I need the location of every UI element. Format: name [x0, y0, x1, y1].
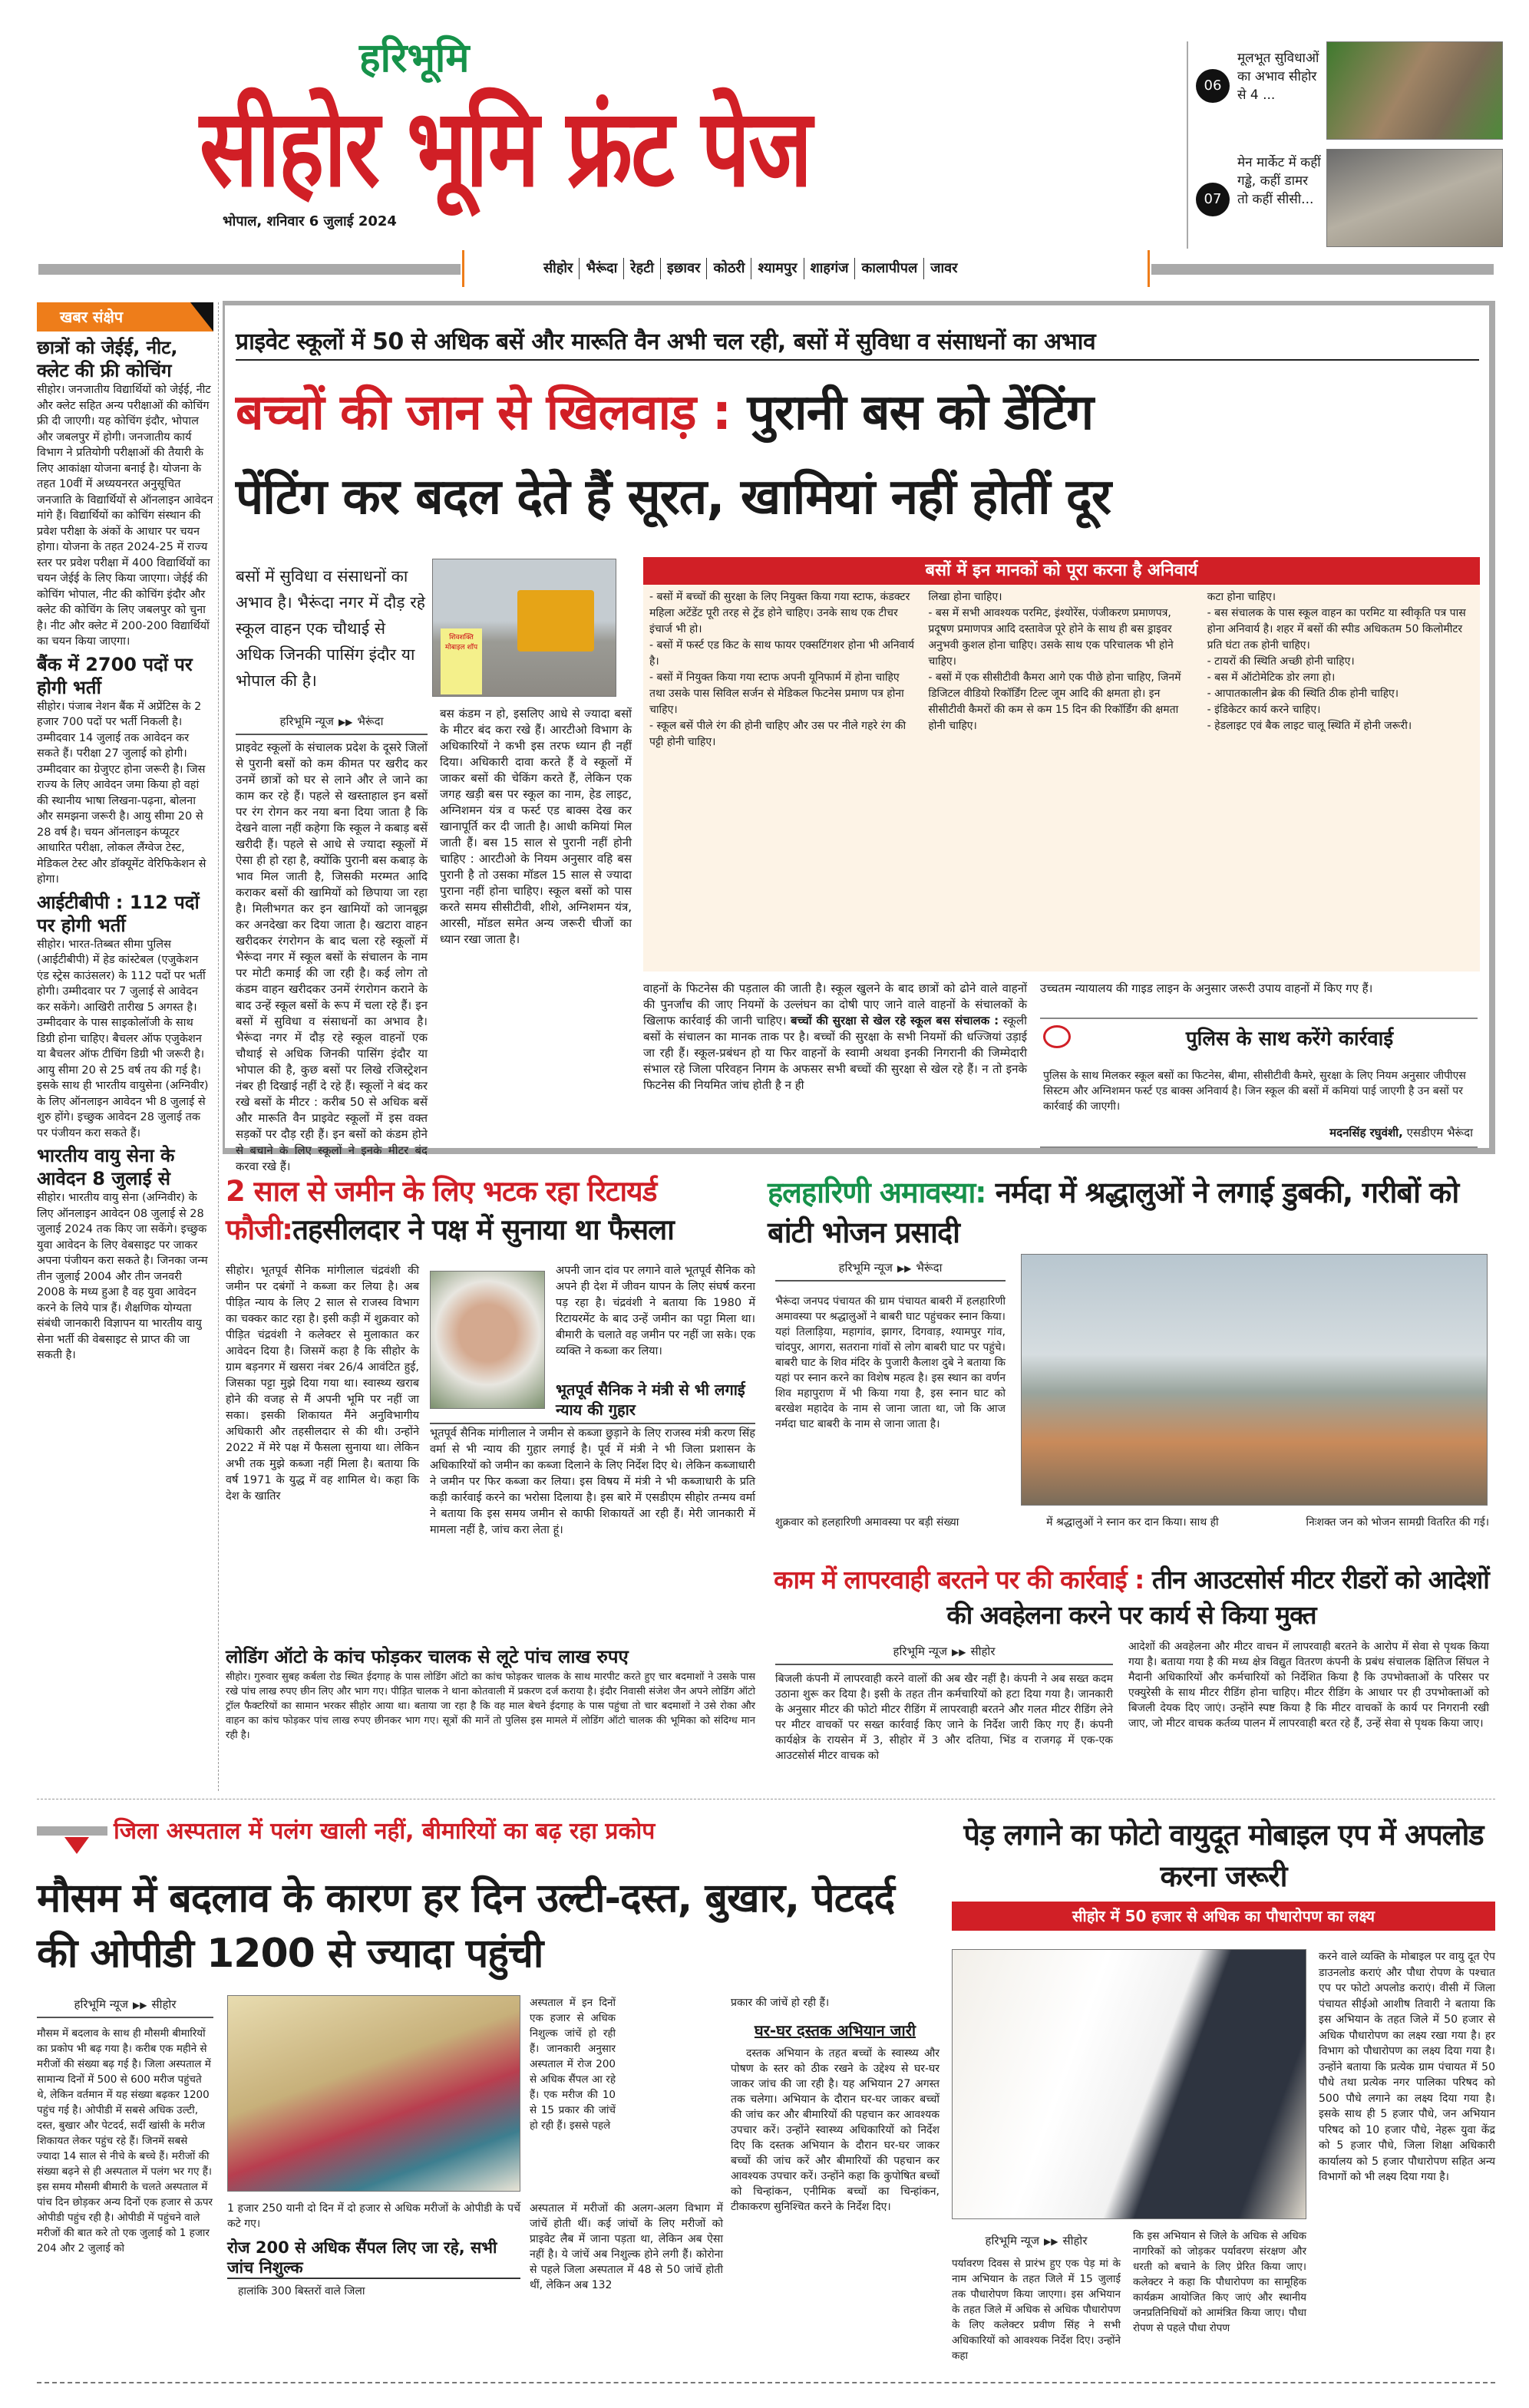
tree-photo-vc-meeting: [952, 1949, 1306, 2219]
hospital-col3-narrow: अस्पताल में इन दिनों एक हजार से अधिक निशुल्क जांचें हो रही हैं। जानकारी अनुसार अस्पताल में रोज 200 से अधिक सैंपल आ रहे हैं। एक मरीज की 10 से 15 प्रकार की जांचें हो रही हैं। इससे पहले: [530, 1997, 616, 2132]
brand-logo: हरिभूमि: [359, 35, 470, 81]
nav-item-kalapipal[interactable]: कालापीपल: [855, 258, 924, 279]
amavasya-byline: हरिभूमि न्यूज ▶▶ भैरूंदा: [775, 1255, 1006, 1288]
lead-headline-line1: बच्चों की जान से खिलवाड़ : पुरानी बस को डेंटिंग: [236, 384, 1094, 441]
hospital-photo-ward: [227, 1995, 520, 2192]
tree-right-col: करने वाले व्यक्ति के मोबाइल पर वायु दूत ऐप डाउनलोड कराएं और पौधा रोपण के पश्चात एप पर फोटो अपलोड कराएं। वीसी में जिला पंचायत सीईओ आशीष तिवारी ने बताया कि इस अभियान के तहत जिले में 50 हजार से अधिक पौधारोपण का लक्ष्य रखा गया है। हर विभाग को पौधारोपण का लक्ष्य दिया गया है। उन्होंने बताया कि प्रत्येक ग्राम पंचायत में 50 पौधे तथा प्रत्येक नगर पालिका परिषद को 500 पौधे लगाने का लक्ष्य दिया गया है। इसके साथ ही 5 हजार पौधे, जन अभियान परिषद को 10 हजार पौधे, नेहरू युवा केंद्र को 5 हजार पौधे, जिला शिक्षा अधिकारी कार्यालय को 5 हजार पौधारोपण सहित अन्य विभागों को भी लक्ष्य दिया गया है।: [1319, 1951, 1495, 2183]
hospital-subhead: रोज 200 से अधिक सैंपल लिए जा रहे, सभी जांच निशुल्क: [227, 2238, 520, 2279]
tree-headline: पेड़ लगाने का फोटो वायुदूत मोबाइल एप में अपलोड करना जरूरी: [963, 1818, 1484, 1893]
quote-text: पुलिस के साथ मिलकर स्कूल बसों का फिटनेस, बीमा, सीसीटीवी कैमरे, सुरक्षा के लिए नियम अनुसार जीपीएस सिस्टम और अग्निशमन फर्स्ट एड बाक्स अनिवार्य है। जिन स्कूल की बसों में कमियां पाई जाएगी है उन बसों पर कार्रवाई की जाएगी।: [1043, 1070, 1466, 1113]
nav-item-rehti[interactable]: रेहटी: [624, 258, 661, 279]
nav-item-bhairunda[interactable]: भैरूंदा: [580, 258, 624, 279]
standards-col3: कटा होना चाहिए। - बस संचालक के पास स्कूल वाहन का परमिट या स्वीकृति पत्र पास होना अनिवार्य है। शहर में बसों की स्पीड अधिकतम 50 किलोमीटर प्रति घंटा तक होनी चाहिए। - टायरों की स्थिति अच्छी होनी चाहिए। - बस में ऑटोमेटिक डोर लगा हो। - आपातकालीन ब्रेक की स्थिति ठीक होनी चाहिए। - इंडिकेटर कार्य करने चाहिए। - हेडलाइट एवं बैक लाइट चालू स्थिति में होनी जरूरी।: [1207, 591, 1466, 732]
lead-right-top: उच्चतम न्यायालय की गाइड लाइन के अनुसार जरूरी उपाय वाहनों में किए गए हैं।: [1040, 981, 1373, 995]
amavasya-headline: हलहारिणी अमावस्या: नर्मदा में श्रद्धालुओं ने लगाई डुबकी, गरीबों को बांटी भोजन प्रसादी: [768, 1176, 1459, 1249]
amavasya-caption: शुक्रवार को हलहारिणी अमावस्या पर बड़ी संख्या में श्रद्धालुओं ने स्नान कर दान किया। साथ ही निःशक्त जन को भोजन सामग्री वितरित की गई।: [775, 1516, 1489, 1529]
teaser-2[interactable]: [1196, 149, 1503, 249]
standards-col1: - बसों में बच्चों की सुरक्षा के लिए नियुक्त किया गया स्टाफ, कंडक्टर महिला अटेंडेंट पूरी तरह से ट्रेंड होने चाहिए। उनके साथ एक टीचर इंचार्ज भी हो। - बसों में फर्स्ट एड किट के साथ फायर एक्सटिंगशर होना भी अनिवार्य है। - बसों में नियुक्त किया गया स्टाफ अपनी यूनिफार्म में होना चाहिए तथा उसके पास सिविल सर्जन से मेडिकल फिटनेस प्रमाण पत्र होना चाहिए। - स्कूल बसें पीले रंग की होनी चाहिए और उस पर नीले गहरे रंग की पट्टी होनी चाहिए।: [649, 591, 915, 748]
lead-story: [223, 301, 1495, 1173]
hospital-col4: प्रकार की जांचें हो रही हैं। घर-घर दस्तक अभियान जारी दस्तक अभियान के तहत बच्चों के स्वास्थ्य और पोषण के स्तर को ठीक रखने के उद्देश्य से घर-घर जाकर जांच की जा रही है। यह अभियान 27 अगस्त तक चलेगा। अभियान के दौरान घर-घर जाकर बच्चों की जांच कर और बीमारियों की पहचान कर आवश्यक उपचार करें। उन्होंने स्वास्थ्य अधिकारियों को निर्देश दिए कि दस्तक अभियान के दौरान घर-घर जाकर बच्चों की जांच करें और बीमारियों की पहचान कर आवश्यक उपचार करें। उन्होंने कहा कि कुपोषित बच्चों को चिन्हांकन, एनीमिक बच्चों का चिन्हांकन, टीकाकरण सुनिश्चित करने के निर्देश दिए।: [731, 1997, 940, 2213]
soldier-col1: सीहोर। भूतपूर्व सैनिक मांगीलाल चंद्रवंशी की जमीन पर दबंगों ने कब्जा कर लिया है। अब पीड़ित न्याय के लिए 2 साल से राजस्व विभाग का चक्कर काट रहा है। इसी कड़ी में शुक्रवार को पीड़ित चंद्रवंशी ने कलेक्टर से मुलाकात कर आवेदन दिया है। जिसमें कहा है कि सीहोर के ग्राम बड़नगर में खसरा नंबर 26/4 आवंटित हुई, जिसका पट्टा मुझे दिया गया था। स्वास्थ्य खराब होने की वजह से मैं अपनी भूमि पर नहीं जा सका। इसकी शिकायत मैंने अनुविभागीय अधिकारी और तहसीलदार से की थी। उन्होंने 2022 में मेरे पक्ष में फैसला सुनाया था। लेकिन अभी तक मुझे कब्जा नहीं मिला है। बताया कि वर्ष 1971 के युद्ध में वह शामिल थे। कहा कि देश के खातिर: [226, 1265, 419, 1503]
soldier-subhead: भूतपूर्व सैनिक ने मंत्री से भी लगाई न्याय की गुहार: [556, 1380, 745, 1419]
meter-byline: हरिभूमि न्यूज ▶▶ सीहोर: [775, 1639, 1113, 1671]
tree-bottom-left: पर्यावरण दिवस से प्रारंभ हुए एक पेड़ मां के नाम अभियान के तहत जिले में 15 जुलाई तक पौधारोपण किया जाएगा। इस अभियान के तहत जिले में अधिक से अधिक पौधारोपण के लिए कलेक्टर प्रवीण सिंह ने सभी अधिकारियों को आवश्यक निर्देश दिए। उन्होंने कहा: [952, 2258, 1121, 2362]
double-arrow-icon: ▶▶: [338, 717, 353, 727]
hospital-story: [37, 1811, 940, 2379]
double-arrow-icon: ▶▶: [951, 1647, 966, 1658]
brief-item[interactable]: [37, 336, 213, 650]
brief-item[interactable]: [37, 1144, 213, 1364]
double-arrow-icon: ▶▶: [1043, 2236, 1058, 2247]
brief-body: सीहोर। भारत-तिब्बत सीमा पुलिस (आईटीबीपी) में हेड कांस्टेबल (एजुकेशन एंड स्ट्रेस काउंसलर) के 112 पदों पर भर्ती होगी। उम्मीदवार पर 7 जुलाई से आवेदन कर सकेंगे। आखिरी तारीख 5 अगस्त है। उम्मीदवार के पास साइकोलॉजी के साथ डिग्री होना चाहिए। बैचलर ऑफ एजुकेशन या बैचलर ऑफ टीचिंग डिग्री भी जरूरी है। आयु सीमा 20 से 25 वर्ष तय की गई है। इसके साथ ही भारतीय वायुसेना (अग्निवीर) के लिए ऑनलाइन आवेदन भी 8 जुलाई से शुरु होंगे। इच्छुक आवेदन 28 जुलाई तक पर पंजीयन करा सकते हैं।: [37, 938, 209, 1140]
lead-byline: हरिभूमि न्यूज ▶▶ भैरूंदा: [236, 709, 428, 741]
corner-triangle: [190, 302, 213, 332]
brief-headline: छात्रों को जेईई, नीट, क्लेट की फ्री कोचिंग: [37, 337, 178, 381]
brief-headline: भारतीय वायु सेना के आवेदन 8 जुलाई से: [37, 1145, 175, 1189]
hospital-col3-wide: अस्पताल में मरीजों की अलग-अलग विभाग में जांचें होती थीं। कई जांचों के लिए मरीजों को प्राइवेट लैब में जाना पड़ता था, लेकिन अब ऐसा नहीं है। ये जांचें अब निशुल्क होने लगी हैं। कोरोना से पहले जिला अस्पताल में 48 से 50 जांचें होती थीं, लेकिन अब 132: [530, 2202, 723, 2291]
double-arrow-icon: ▶▶: [897, 1263, 912, 1274]
brief-headline: बैंक में 2700 पदों पर होगी भर्ती: [37, 653, 193, 698]
lead-body-col1: प्राइवेट स्कूलों के संचालक प्रदेश के दूसरे जिलों से पुरानी बसों को कम कीमत पर खरीद कर उनमें छात्रों को घर से लाने और ले जाने का काम कर रहे हैं। पहले से खस्ताहाल इन बसों पर रंग रोगन कर नया बना दिया जाता है कि देखने वाला नहीं कहेगा कि स्कूल ने कबाड़ बसें खरीदी हैं। पहले से आधे से ज्यादा स्कूलों में ऐसा ही हो रहा है, क्योंकि पुरानी बस कबाड़ के भाव मिल जाती है, जिसकी मरम्मत आदि कराकर बसों की खामियों को छिपाया जा रहा है। मिलीभगत कर इन खामियों को जानबूझ कर अनदेखा कर दिया जाता है। खटारा वाहन खरीदकर रंगरोगन के बाद चला रहे स्कूलों में भैरूंदा नगर में स्कूल बसों के संचालन के नाम पर मोटी कमाई की जा रही है। कई लोग तो कंडम वाहन खरीदकर उनमें रंगरोगन कराने के बाद उन्हें स्कूल बसों के रूप में चला रहे हैं। इन बसों में सुविधा व संसाधनों का अभाव है। भैरूंदा नगर में दौड़ रहे स्कूल वाहनों एक चौथाई से अधिक जिनकी पासिंग इंदौर या भोपाल की है, कुछ बसों पर लिखे रजिस्ट्रेशन नंबर ही दिखाई नहीं दे रहे हैं। स्कूलों ने बंद कर रखे बसों के मीटर : करीब 50 से अधिक बसें और मारूति वैन प्राइवेट स्कूलों में इस वक्त सड़कों पर दौड़ रही हैं। इन बसों को कंडम होने से बचाने के लिए स्कूलों ने इनके मीटर बंद करवा रखे हैं।: [236, 741, 428, 1173]
page-title: सीहोर भूमि फ्रंट पेज: [200, 86, 811, 211]
standards-title: बसों में इन मानकों को पूरा करना है अनिवार्य: [643, 557, 1480, 585]
amavasya-story: [768, 1173, 1495, 1541]
teaser-text: मेन मार्केट में कहीं गड्ढे, कहीं डामर तो कहीं सीसी...: [1237, 155, 1321, 207]
meter-headline: काम में लापरवाही बरतने पर की कार्रवाई : तीन आउटसोर्स मीटर रीडरों को आदेशों की अवहेलना करने पर कार्य से किया मुक्त: [774, 1565, 1489, 1630]
lead-intro: बसों में सुविधा व संसाधनों का अभाव है। भैरूंदा नगर में दौड़ रहे स्कूल वाहन एक चौथाई से अधिक जिनकी पासिंग इंदौर या भोपाल की है।: [236, 567, 425, 690]
shop-sign: शिवशक्ति मोबाइल शॉप: [441, 628, 482, 694]
briefs-label: खबर संक्षेप: [37, 302, 213, 332]
locality-nav: [537, 258, 964, 279]
teaser-panel: [1187, 41, 1509, 249]
standards-box: [643, 557, 1480, 971]
tree-byline: हरिभूमि न्यूज ▶▶ सीहोर: [985, 2234, 1088, 2248]
nav-item-kothri[interactable]: कोठरी: [707, 258, 751, 279]
meter-col1: बिजली कंपनी में लापरवाही करने वालों की अब खैर नहीं है। कंपनी ने अब सख्त कदम उठाना शुरू कर दिया है। इसी के तहत तीन कर्मचारियों को हटा दिया गया है। जानकारी के अनुसार मीटर की फोटो मीटर रीडिंग में लापरवाही बरतने और गलत मीटर रीडिंग लेने पर मीटर वाचकों पर सख्त कार्रवाई किए जाने के निर्देश जारी किए गए हैं। कंपनी कार्यक्षेत्र के रायसेन में 3, सीहोर में 3 और दतिया, भिंड व राजगढ़ में एक-एक आउटसोर्स मीटर वाचक को: [775, 1673, 1113, 1762]
lead-headline-line2: पेंटिंग कर बदल देते हैं सूरत, खामियां नहीं होतीं दूर: [236, 469, 1111, 526]
loot-body: सीहोर। गुरुवार सुबह कर्बला रोड स्थित ईदगाह के पास लोडिंग ऑटो का कांच फोड़कर चालक के साथ मारपीट करते हुए चार बदमाशों ने उसके पास रखे पांच लाख रुपए छीन लिए और भाग गए। पीड़ित चालक ने थाना कोतवाली में प्रकरण दर्ज कराया है। इंदौर निवासी संजेश जैन अपने लोडिंग ऑटो ट्रॉल फैक्टरियों का सामान भरकर सीहोर आया था। बताया जा रहा है कि वह माल बेचने ईदगाह के पास पहुंचा तो चार बदमाशों ने उसे रोका और वाहन का कांच फोड़कर पांच लाख रुपए छीनकर भाग गए। सूत्रों की मानें तो पुलिस इस मामले में लोडिंग ऑटो चालक की भूमिका को संदिग्ध मान रही है।: [226, 1671, 755, 1741]
loot-story: [226, 1644, 755, 1797]
teaser-photo-road: [1326, 41, 1503, 140]
hospital-col1: मौसम में बदलाव के साथ ही मौसमी बीमारियों का प्रकोप भी बढ़ गया है। करीब एक महीने से मरीजों की संख्या बढ़ गई है। जिला अस्पताल में सामान्य दिनों में 500 से 600 मरीज पहुंचते थे, लेकिन वर्तमान में यह संख्या बढ़कर 1200 पहुंच गई है। ओपीडी में सबसे अधिक उल्टी, दस्त, बुखार और पेटदर्द, सर्दी खांसी के मरीज शिकायत लेकर पहुंच रहे हैं। जिनमें सबसे ज्यादा 14 साल से नीचे के बच्चे हैं। मरीजों की संख्या बढ़ने से ही अस्पताल में पलंग भर गए हैं। इस समय मौसमी बीमारी के चलते अस्पताल में पांच दिन छोड़कर अन्य दिनों एक हजार से ऊपर ओपीडी पहुंच रही है। ओपीडी में पहुंचने वाले मरीजों की बात करे तो एक जुलाई को 1 हजार 204 और 2 जुलाई को: [37, 2027, 213, 2255]
double-arrow-icon: ▶▶: [132, 2000, 147, 2011]
amavasya-photo-river: [1021, 1254, 1488, 1506]
bottom-dashed-rule: [37, 2382, 1495, 2383]
nav-item-ichhawar[interactable]: इछावर: [661, 258, 708, 279]
soldier-col2: अपनी जान दांव पर लगाने वाले भूतपूर्व सैनिक को अपने ही देश में जीवन यापन के लिए संघर्ष करना पड़ रहा है। चंद्रवंशी ने बताया कि 1980 में रिटायरमेंट के बाद उन्हें जमीन का पट्टा मिला था। बीमारी के चलाते वह जमीन पर नहीं जा सके। एक व्यक्ति ने कब्जा कर लिया।: [556, 1265, 755, 1357]
bus-shape: [517, 590, 594, 651]
brief-item[interactable]: [37, 653, 213, 888]
loot-headline: लोडिंग ऑटो के कांच फोड़कर चालक से लूटे पांच लाख रुपए: [226, 1646, 629, 1667]
news-briefs-sidebar: [37, 302, 213, 1791]
hospital-headline: मौसम में बदलाव के कारण हर दिन उल्टी-दस्त, बुखार, पेटदर्द की ओपीडी 1200 से ज्यादा पहुंची: [37, 1875, 895, 1977]
quote-title: पुलिस के साथ करेंगे कार्रवाई: [1185, 1028, 1394, 1051]
lead-body-col2: बस कंडम न हो, इसलिए आधे से ज्यादा बसों के मीटर बंद करा रखे हैं। आरटीओ विभाग के अधिकारियों ने कभी इस तरफ ध्यान ही नहीं दिया। अधिकारी दावा करते हैं वे स्कूलों में जाकर बसों की चेकिंग करते हैं, लेकिन एक जगह खड़ी बस पर स्कूल का नाम, हेड लाइट, अग्निशमन यंत्र व फर्स्ट एड बाक्स देख कर खानापूर्ति कर दी जाती है। आधी कमियां मिल जाती हैं। बस 15 साल से पुरानी नहीं होनी चाहिए : आरटीओ के नियम अनुसार वहि बस पुरानी है तो उसका मॉडल 15 साल से ज्यादा पुराना नहीं होना चाहिए। स्कूल बसों को पास करते समय सीसीटीवी, शीशे, अग्निशमन यंत्र, आरसी, मॉडल समेत अन्य जरूरी चीजों का ध्यान रखा जाता है।: [440, 707, 632, 946]
nav-item-shahganj[interactable]: शाहगंज: [804, 258, 856, 279]
brief-body: सीहोर। जनजातीय विद्यार्थियों को जेईई, नीट और क्लेट सहित अन्य परीक्षाओं की कोचिंग फ्री दी जाएगी। यह कोचिंग इंदौर, भोपाल और जबलपुर में होगी। जनजातीय कार्य विभाग ने प्रतियोगी परीक्षाओं की तैयारी के लिए आकांक्षा योजना बनाई है। योजना के तहत 10वीं में अध्ययनरत अनुसूचित जनजाति के विद्यार्थियों से ऑनलाइन आवेदन मांगे हैं। विद्यार्थियों का कोचिंग संस्थान की प्रवेश परीक्षा के अंकों के आधार पर चयन होगा। योजना के तहत 2024-25 में राज्य स्तर पर प्रवेश परीक्षा में 400 विद्यार्थियों का चयन जेईई के लिए किया जाएगा। जेईई की कोचिंग भोपाल, नीट की कोचिंग इंदौर और क्लेट की कोचिंग के लिए जबलपुर को चुना है। नीट और क्लेट में 200-200 विद्यार्थियों का चयन किया जाएगा।: [37, 384, 213, 648]
page-number-badge: 07: [1196, 183, 1230, 216]
tree-story: [952, 1814, 1495, 2382]
nav-item-sehore[interactable]: सीहोर: [537, 258, 580, 279]
brief-item[interactable]: [37, 891, 213, 1142]
soldier-portrait: [430, 1271, 545, 1409]
sidebar-divider: [218, 302, 219, 1791]
tree-banner: सीहोर में 50 हजार से अधिक का पौधारोपण का लक्ष्य: [952, 1902, 1495, 1931]
teaser-1[interactable]: [1196, 41, 1503, 141]
hospital-kicker: जिला अस्पताल में पलंग खाली नहीं, बीमारियों का बढ़ रहा प्रकोप: [114, 1818, 656, 1845]
lead-photo-school-bus: [432, 559, 616, 697]
hospital-col2-bottom: हालांकि 300 बिस्तरों वाले जिला: [238, 2285, 365, 2297]
nav-bar-left-rule: [38, 264, 461, 275]
kicker-chevron-mark: [64, 1837, 89, 1854]
masthead: [0, 0, 1529, 292]
brief-body: सीहोर। पंजाब नेशन बैंक में अप्रेंटिस के 2 हजार 700 पदों पर भर्ती निकली है। उम्मीदवार 14 जुलाई तक आवेदन कर सकते हैं। परीक्षा 27 जुलाई को होगी। उम्मीदवार का ग्रेजुएट होना जरूरी है। जिस राज्य के लिए आवेदन जमा किया हो वहां की स्थानीय भाषा लिखना-पढ़ना, बोलना और समझना जरूरी है। आयु सीमा 20 से 28 वर्ष है। चयन ऑनलाइन कंप्यूटर आधारित परीक्षा, लोकल लैंग्वेज टेस्ट, मेडिकल टेस्ट और डॉक्यूमेंट वेरिफिकेशन से होगा।: [37, 700, 206, 886]
brief-body: सीहोर। भारतीय वायु सेना (अग्निवीर) के लिए ऑनलाइन आवेदन 08 जुलाई से 28 जुलाई 2024 तक किए जा सकेंगे। इच्छुक युवा आवेदन के लिए वेबसाइट पर जाकर अपना पंजीयन करा सकते है। जिनका जन्म तीन जुलाई 2004 और तीन जनवरी 2008 के मध्य हुआ है वह युवा आवेदन करने के लिये पात्र हैं। शैक्षणिक योग्यता संबंधी जानकारी विज्ञापन या भारतीय वायु सेना भर्ती की वेबसाइट से प्राप्त की जा सकती है।: [37, 1192, 208, 1361]
dastak-subhead: घर-घर दस्तक अभियान जारी: [754, 2021, 916, 2040]
soldier-story: [226, 1173, 757, 1536]
brief-headline: आईटीबीपी : 112 पदों पर होगी भर्ती: [37, 891, 200, 936]
standards-col2: लिखा होना चाहिए। - बस में सभी आवश्यक परमिट, इंश्योरेंस, पंजीकरण प्रमाणपत्र, प्रदूषण प्रमाणपत्र आदि दस्तावेज पूरे होने के साथ ही बस ड्राइवर अनुभवी कुशल होना चाहिए। उसके साथ एक परिचालक भी होने चाहिए। - बसों में एक सीसीटीवी कैमरा आगे एक पीछे होना चाहिए, जिनमें डिजिटल वीडियो रिकॉर्डिंग टिल्ट जूम आदि की क्षमता हो। इन सीसीटीवी कैमरों की कम से कम 15 दिन की रिकॉर्डिंग की क्षमता होनी चाहिए।: [928, 591, 1181, 732]
lead-subhead: बच्चों की सुरक्षा से खेल रहे स्कूल बस संचालक :: [790, 1014, 999, 1028]
speech-bubble-icon: [1043, 1025, 1071, 1048]
amavasya-body: भैरूंदा जनपद पंचायत की ग्राम पंचायत बाबरी में हलहारिणी अमावस्या पर श्रद्धालुओं ने बाबरी घाट पहुंचकर स्नान किया। यहां तिलाड़िया, महागांव, झागर, दिगवाड़, श्यामपुर गांव, चांदपुर, आगरा, सतराना गांवों से लोग बाबरी घाट पर पहुंचे। बाबरी घाट के शिव मंदिर के पुजारी कैलाश दुबे ने बताया कि यहां पर स्नान करने का विशेष महत्व है। इस स्थान का वर्णन शिव महापुराण में भी किया गया है, इस स्नान घाट को बरखेश महादेव के नाम से जाना जाता था, जो कि आज नर्मदा घाट बाबरी के नाम से जाना जाता है।: [775, 1295, 1006, 1430]
lead-kicker: प्राइवेट स्कूलों में 50 से अधिक बसें और मारूति वैन अभी चल रही, बसों में सुविधा व संसाधनों का अभाव: [236, 325, 1479, 361]
dateline: भोपाल, शनिवार 6 जुलाई 2024: [223, 213, 397, 229]
hospital-byline: हरिभूमि न्यूज ▶▶ सीहोर: [37, 1992, 213, 2024]
tree-bottom-mid: कि इस अभियान से जिले के अधिक से अधिक नागरिकों को जोड़कर पर्यावरण संरक्षण और धरती को बचाने के लिए प्रेरित किया जाए। कलेक्टर ने कहा कि पौधारोपण का सामूहिक कार्यक्रम आयोजित किए जाएं और स्थानीय जनप्रतिनिधियों को आमंत्रित किया जाए। पौधा रोपण से पहले पौधा रोपण: [1133, 2230, 1306, 2334]
soldier-headline: 2 साल से जमीन के लिए भटक रहा रिटायर्ड फौजी:तहसीलदार ने पक्ष में सुनाया था फैसला: [226, 1175, 674, 1246]
teaser-photo-market: [1326, 149, 1503, 247]
meter-col2: आदेशों की अवहेलना और मीटर वाचन में लापरवाही बरतने के आरोप में सेवा से पृथक किया गया है। बताया गया है की मध्य क्षेत्र विद्युत वितरण कंपनी के प्रबंध संचालक क्षितिज सिंघल ने मैदानी अधिकारियों और कर्मचारियों को निर्देशित किया है कि उपभोक्ताओं के परिसर पर एक्युरेसी के साथ मीटर रीडिंग होना चाहिए। मीटर रीडिंग के आधार पर ही उपभोक्ताओं को बिजली देयक दिए जाएं। उन्होंने स्पष्ट किया है कि मीटर वाचकों के कार्य पर निगरानी रखी जाए, जो मीटर वाचक कर्तव्य पालन में लापरवाही बरत रहे हैं, उन्हें सेवा से पृथक किया जाए।: [1128, 1641, 1489, 1730]
soldier-subbody: भूतपूर्व सैनिक मांगीलाल ने जमीन से कब्जा छुड़ाने के लिए राजस्व मंत्री करण सिंह वर्मा से भी न्याय की गुहार लगाई है। पूर्व में मंत्री ने भी जिला प्रशासन के अधिकारियों को जमीन का कब्जा दिलाने के लिए निर्देश दिए थे। लेकिन कब्जाधारी ने जमीन पर फिर कब्जा कर लिया। इस विषय में मंत्री ने भी कब्जाधारी के प्रति कड़ी कार्रवाई करने का भरोसा दिलाया है। इस बारे में एसडीएम सीहोर तन्मय वर्मा ने बताया कि इस समय जमीन से काफी शिकायतें आ रही हैं। मेरी जानकारी में मामला नहीं है, जांच करा लेता हूं।: [430, 1423, 755, 1539]
hospital-col2-top: 1 हजार 250 यानी दो दिन में दो हजार से अधिक मरीजों के ओपीडी के पर्चे कटे गए।: [227, 2202, 520, 2230]
page-number-badge: 06: [1196, 69, 1230, 103]
quote-box: [1040, 1018, 1478, 1148]
kicker-chevron-icon: [37, 1826, 107, 1836]
nav-item-shyampur[interactable]: श्यामपुर: [751, 258, 804, 279]
teaser-text: मूलभूत सुविधाओं का अभाव सीहोर से 4 ...: [1237, 51, 1319, 103]
quote-attribution: मदनसिंह रघुवंशी, एसडीएम भैरूंदा: [1329, 1126, 1473, 1140]
meter-story: [768, 1562, 1495, 1793]
nav-bar-right-rule: [1151, 264, 1494, 275]
nav-item-jawar[interactable]: जावर: [930, 260, 958, 276]
lead-continuation: वाहनों के फिटनेस की पड़ताल की जाती है। स्कूल खुलने के बाद छात्रों को ढोने वाले वाहनों की पुनर्जांच की जाए नियमों के उल्लंघन का दोषी पाए जाने वाले वाहनों के संचालकों के खिलाफ कार्रवाई की जानी चाहिए। बच्चों की सुरक्षा से खेल रहे स्कूल बस संचालक : स्कूली बसों के संचालन का मानक ताक पर है। बच्चों की सुरक्षा के सभी नियमों की धज्जियां उड़ाई जा रही हैं। स्कूल-प्रबंधन हो या फिर वाहनों के स्वामी अथवा इनकी निगरानी की जिम्मेदारी संभाल रहे जिला परिवहन निगम के अफसर सभी बच्चों की सुरक्षा से खेल रहे हैं। न तो इनके फिटनेस की नियमित जांच होती है न ही: [643, 981, 1027, 1092]
